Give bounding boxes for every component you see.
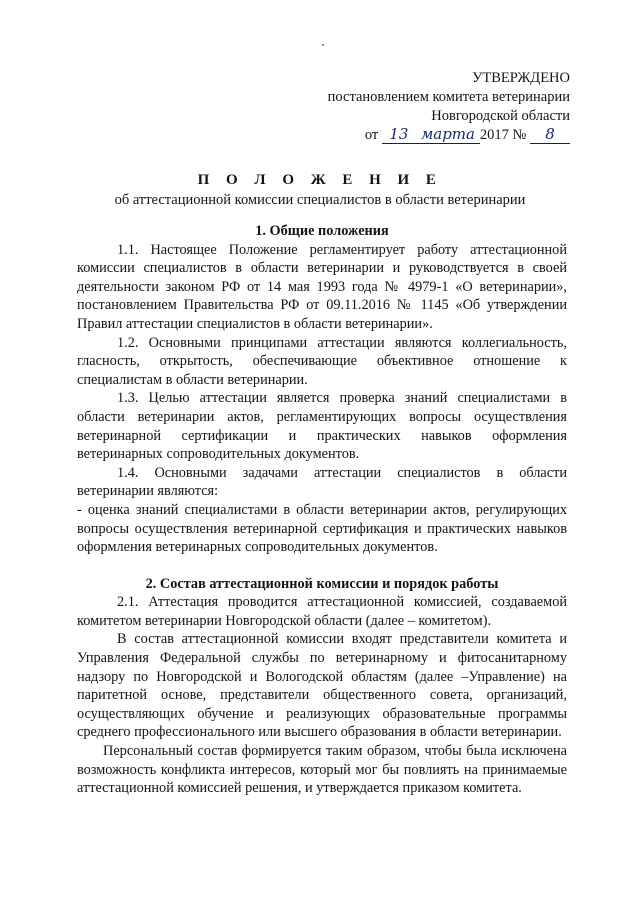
paragraph-2-personnel: Персональный состав формируется таким образом, чтобы была исключена возможность конфликта интересов, который мог бы повлиять на принимаемые аттестационной комиссией решения, и утверждается приказом комитета. xyxy=(77,743,567,797)
approval-date-line xyxy=(328,126,570,145)
date-day-handwritten: 13 xyxy=(389,125,409,143)
document-body xyxy=(77,222,567,798)
number-label: № xyxy=(512,127,527,143)
section-heading-2: 2. Состав аттестационной комиссии и порядок работы xyxy=(145,575,499,592)
section-heading-1: 1. Общие положения xyxy=(255,223,389,239)
date-day-blank xyxy=(382,127,416,144)
paragraph-1-4: 1.4. Основными задачами аттестации специалистов в области ветеринарии являются: xyxy=(77,464,567,500)
paragraph-1-3: 1.3. Целью аттестации является проверка знаний специалистами в области ветеринарии актов, регламентирующих вопросы осуществления ветеринарной сертификации и практических навыков оформления ветеринарных сопроводительных документов. xyxy=(77,390,567,463)
date-month-handwritten: марта xyxy=(420,125,475,143)
date-year: 2017 xyxy=(479,127,509,143)
paragraph-2-composition: В состав аттестационной комиссии входят представители комитета и Управления Федеральной службы по ветеринарному и фитосанитарному надзору по Новгородской и Вологодской областям (далее –Управление) на паритетной основе, представители общественного совета, организаций, осуществляющих обучение и реализующих образовательные программы среднего профессионального или высшего образования в области ветеринарии. xyxy=(77,631,567,741)
paragraph-1-2: 1.2. Основными принципами аттестации являются коллегиальность, гласность, открытость, обеспечивающие объективное отношение к специалистам в области ветеринарии. xyxy=(77,334,567,388)
number-handwritten: 8 xyxy=(545,125,555,143)
section-gap xyxy=(77,557,567,575)
approved-by-resolution: постановлением комитета ветеринарии xyxy=(327,89,570,105)
date-month-blank xyxy=(416,127,480,144)
document-subtitle: об аттестационной комиссии специалистов в области ветеринарии xyxy=(114,192,526,208)
paragraph-1-1: 1.1. Настоящее Положение регламентирует работу аттестационной комиссии специалистов в области ветеринарии и руководствуется в своей деятельности законом РФ от 14 мая 1993 года № 4979-1 «О ветеринарии», постановлением Правительства РФ от 09.11.2016 № 1145 «Об утверждении Правил аттестации специалистов в области ветеринарии». xyxy=(77,241,567,332)
document-title: П О Л О Ж Е Н И Е xyxy=(197,172,443,188)
approval-stamp-block xyxy=(328,69,570,145)
number-blank xyxy=(530,127,570,144)
approved-label: УТВЕРЖДЕНО xyxy=(472,70,570,86)
approved-region: Новгородской области xyxy=(431,108,570,124)
paragraph-1-4-item: - оценка знаний специалистами в области ветеринарии актов, регулирующих вопросы осуществления ветеринарной сертификация и практических навыков оформления ветеринарных сопроводительных документов. xyxy=(77,501,567,556)
paragraph-2-1: 2.1. Аттестация проводится аттестационной комиссией, создаваемой комитетом ветеринарии Новгородской области (далее – комитетом). xyxy=(77,594,567,629)
scan-speck xyxy=(322,44,324,46)
date-prefix: от xyxy=(364,127,379,143)
